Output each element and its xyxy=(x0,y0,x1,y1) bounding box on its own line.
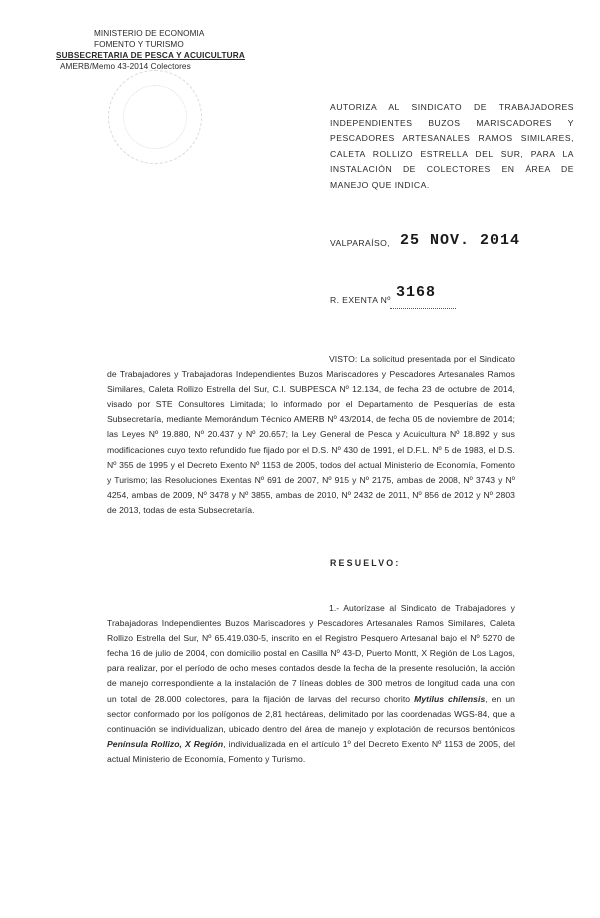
letterhead xyxy=(56,28,296,72)
resolution-underline xyxy=(390,308,456,309)
p1-text-a: 1.- Autorízase al Sindicato de Trabajadores y Trabajadoras Independientes Buzos Mariscadores y Pescadores Artesanales Ramos Similares, Caleta Rollizo Estrella del Sur, Nº 65.419.030-5, inscrito en el Registro Pesquero Artesanal bajo el Nº 5270 de fecha 16 de julio de 2004, con domicilio postal en Casilla Nº 43-D, Puerto Montt, X Región de Los Lagos, para realizar, por el período de ocho meses contados desde la fecha de la presente resolución, la acción de manejo correspondiente a la instalación de 7 líneas dobles de 300 metros de longitud cada una con un total de 28.000 colectores, para la fijación de larvas del recurso chorito xyxy=(107,603,515,704)
visto-paragraph: VISTO: La solicitud presentada por el Sindicato de Trabajadores y Trabajadoras Independientes Buzos Mariscadores y Pescadores Artesanales Ramos Similares, Caleta Rollizo Estrella del Sur, C.I. SUBPESCA Nº 12.134, de fecha 23 de octubre de 2014, visado por STE Consultores Limitada; lo informado por el Departamento de Pesquerías de esta Subsecretaría, mediante Memorándum Técnico AMERB Nº 43/2014, de fecha 05 de noviembre de 2014; las Leyes Nº 19.880, Nº 20.437 y Nº 20.657; la Ley General de Pesca y Acuicultura Nº 18.892 y sus modificaciones cuyo texto refundido fue fijado por el D.S. Nº 430 de 1991, el D.F.L. Nº 5 de 1983, el D.S. Nº 355 de 1995 y el Decreto Exento Nº 1153 de 2005, todos del actual Ministerio de Economía, Fomento y Turismo; las Resoluciones Exentas Nº 691 de 2007, Nº 915 y Nº 2175, ambas de 2008, Nº 3743 y Nº 4254, ambas de 2009, Nº 3478 y Nº 3855, ambas de 2010, Nº 2432 de 2011, Nº 856 de 2012 y Nº 2803 de 2013, todas de esta Subsecretaría. xyxy=(107,354,515,515)
ministry-name: MINISTERIO DE ECONOMIA xyxy=(94,29,205,38)
resolution-number-line xyxy=(330,284,570,314)
memo-reference: AMERB/Memo 43-2014 Colectores xyxy=(60,62,191,71)
resolution-paragraph-1 xyxy=(107,601,515,767)
resolution-label: R. EXENTA Nº xyxy=(330,295,391,305)
resolution-number: 3168 xyxy=(396,284,437,301)
city-label: VALPARAÍSO, xyxy=(330,238,390,248)
p1-text-b: , en un sector conformado por los polígonos de 2,81 hectáreas, delimitado por las coordenadas WGS-84, que a continuación se individualizan, ubicado dentro del área de manejo y explotación de recursos bentónicos xyxy=(107,693,515,734)
document-title: AUTORIZA AL SINDICATO DE TRABAJADORES INDEPENDIENTES BUZOS MARISCADORES Y PESCADORES ARTESANALES RAMOS SIMILARES, CALETA ROLLIZO ESTRELLA DEL SUR, PARA LA INSTALACIÓN DE COLECTORES EN ÁREA DE MANEJO QUE INDICA. xyxy=(330,102,574,190)
undersecretariat-name: SUBSECRETARIA DE PESCA Y ACUICULTURA xyxy=(56,51,246,60)
seal-stamp xyxy=(108,70,202,164)
ministry-subtitle: FOMENTO Y TURISMO xyxy=(94,40,184,49)
date-stamp: 25 NOV. 2014 xyxy=(400,232,521,249)
dateline xyxy=(330,232,570,256)
p1-text-c: , individualizada en el artículo 1º del Decreto Exento Nº 1153 de 2005, del actual Ministerio de Economía, Fomento y Turismo. xyxy=(107,738,515,764)
area-name: Península Rollizo, X Región xyxy=(107,738,224,749)
resuelvo-heading: RESUELVO: xyxy=(330,558,401,568)
species-name: Mytilus chilensis xyxy=(414,693,486,704)
